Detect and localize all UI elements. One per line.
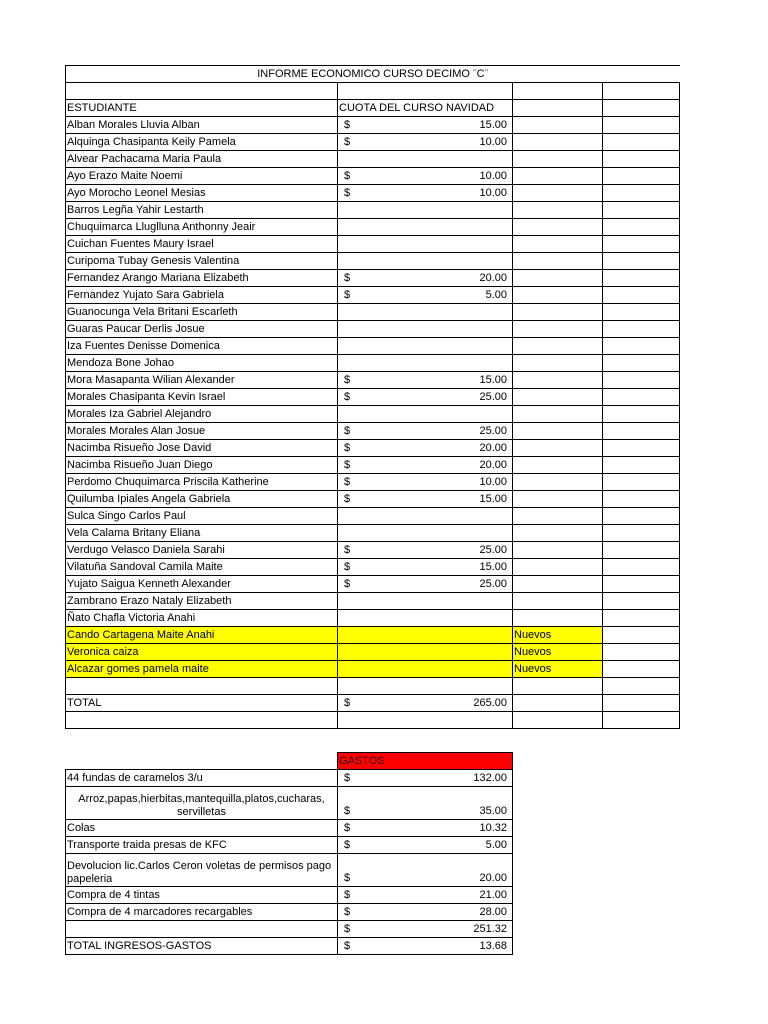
empty-cell (513, 321, 603, 338)
amount-cell (338, 185, 513, 202)
amount-cell (338, 887, 513, 904)
amount-value: 25.00 (479, 544, 507, 556)
empty-cell (603, 219, 680, 236)
currency-symbol: $ (344, 697, 351, 709)
student-row (66, 406, 680, 423)
amount-cell (338, 372, 513, 389)
amount-value: 25.00 (479, 425, 507, 437)
empty-cell (513, 117, 603, 134)
expense-row (66, 837, 513, 854)
amount-value: 132.00 (473, 772, 507, 784)
currency-symbol: $ (344, 839, 351, 851)
amount-cell (338, 770, 513, 787)
empty-cell (603, 525, 680, 542)
empty-cell (603, 576, 680, 593)
student-row (66, 610, 680, 627)
amount-cell (338, 236, 513, 253)
currency-symbol: $ (344, 170, 351, 182)
empty-cell (338, 712, 513, 729)
student-name: Morales Iza Gabriel Alejandro (66, 406, 338, 423)
student-name: Mora Masapanta Wilian Alexander (66, 372, 338, 389)
expense-description: Compra de 4 marcadores recargables (66, 904, 338, 921)
student-name: Mendoza Bone Johao (66, 355, 338, 372)
expense-row (66, 770, 513, 787)
empty-cell (603, 644, 680, 661)
student-name: Iza Fuentes Denisse Domenica (66, 338, 338, 355)
amount-cell (338, 508, 513, 525)
amount-cell (338, 457, 513, 474)
empty-cell (513, 219, 603, 236)
empty-cell (603, 304, 680, 321)
amount-cell (338, 644, 513, 661)
expense-description: Arroz,papas,hierbitas,mantequilla,platos,cucharas, servilletas (66, 787, 338, 820)
student-row (66, 525, 680, 542)
empty-cell (513, 491, 603, 508)
empty-cell (513, 168, 603, 185)
empty-cell (603, 423, 680, 440)
student-name: Guanocunga Vela Britani Escarleth (66, 304, 338, 321)
currency-symbol: $ (344, 872, 351, 884)
student-name: Fernandez Arango Mariana Elizabeth (66, 270, 338, 287)
student-row (66, 593, 680, 610)
amount-value: 10.00 (479, 170, 507, 182)
currency-symbol: $ (344, 289, 351, 301)
student-name: Barros Legña Yahir Lestarth (66, 202, 338, 219)
empty-cell (603, 457, 680, 474)
amount-cell (338, 695, 513, 712)
student-row (66, 168, 680, 185)
student-name: Alban Morales Lluvia Alban (66, 117, 338, 134)
student-name: Fernandez Yujato Sara Gabriela (66, 287, 338, 304)
expense-row (66, 887, 513, 904)
quota-column-header: CUOTA DEL CURSO NAVIDAD (338, 100, 513, 117)
amount-value: 28.00 (479, 906, 507, 918)
amount-cell (338, 304, 513, 321)
empty-cell (603, 372, 680, 389)
empty-cell (513, 372, 603, 389)
student-name: Zambrano Erazo Nataly Elizabeth (66, 593, 338, 610)
final-total-row (66, 938, 513, 955)
student-name: Ayo Morocho Leonel Mesias (66, 185, 338, 202)
student-row (66, 151, 680, 168)
empty-cell (513, 253, 603, 270)
amount-cell (338, 938, 513, 955)
empty-cell (66, 712, 338, 729)
student-row (66, 491, 680, 508)
amount-value: 5.00 (485, 289, 507, 301)
amount-cell (338, 287, 513, 304)
amount-cell (338, 168, 513, 185)
title-row (66, 66, 680, 83)
empty-cell (603, 253, 680, 270)
student-name: Guaras Paucar Derlis Josue (66, 321, 338, 338)
amount-cell (338, 820, 513, 837)
student-name: Nacimba Risueño Juan Diego (66, 457, 338, 474)
empty-cell (603, 338, 680, 355)
student-name: Ñato Chafla Victoria Anahi (66, 610, 338, 627)
empty-cell (603, 389, 680, 406)
student-row (66, 219, 680, 236)
empty-cell (513, 355, 603, 372)
empty-cell (513, 236, 603, 253)
currency-symbol: $ (344, 561, 351, 573)
blank-row (66, 83, 680, 100)
student-name: Morales Chasipanta Kevin Israel (66, 389, 338, 406)
student-name: Verdugo Velasco Daniela Sarahi (66, 542, 338, 559)
student-column-header: ESTUDIANTE (66, 100, 338, 117)
currency-symbol: $ (344, 425, 351, 437)
empty-cell (66, 678, 338, 695)
student-name: Nacimba Risueño Jose David (66, 440, 338, 457)
report-title: INFORME ECONOMICO CURSO DECIMO ¨C¨ (66, 66, 680, 83)
empty-cell (513, 151, 603, 168)
empty-cell (603, 168, 680, 185)
amount-cell (338, 321, 513, 338)
amount-value: 25.00 (479, 578, 507, 590)
amount-cell (338, 904, 513, 921)
amount-cell (338, 542, 513, 559)
student-name: Alquinga Chasipanta Keily Pamela (66, 134, 338, 151)
student-row (66, 372, 680, 389)
new-tag: Nuevos (513, 661, 603, 678)
empty-cell (513, 389, 603, 406)
amount-value: 265.00 (473, 697, 507, 709)
currency-symbol: $ (344, 374, 351, 386)
empty-cell (513, 559, 603, 576)
amount-cell (338, 253, 513, 270)
empty-cell (603, 491, 680, 508)
empty-cell (603, 151, 680, 168)
empty-cell (603, 202, 680, 219)
student-row (66, 576, 680, 593)
empty-cell (603, 185, 680, 202)
empty-cell (513, 576, 603, 593)
amount-cell (338, 202, 513, 219)
student-name: Cuichan Fuentes Maury Israel (66, 236, 338, 253)
amount-value: 35.00 (479, 805, 507, 817)
amount-cell (338, 151, 513, 168)
amount-cell (338, 610, 513, 627)
empty-cell (603, 236, 680, 253)
empty-cell (66, 921, 338, 938)
empty-cell (603, 440, 680, 457)
amount-value: 15.00 (479, 119, 507, 131)
currency-symbol: $ (344, 578, 351, 590)
empty-cell (603, 593, 680, 610)
empty-cell (338, 678, 513, 695)
currency-symbol: $ (344, 906, 351, 918)
currency-symbol: $ (344, 772, 351, 784)
amount-value: 10.00 (479, 187, 507, 199)
amount-cell (338, 576, 513, 593)
empty-cell (513, 474, 603, 491)
amount-cell (338, 593, 513, 610)
empty-cell (603, 117, 680, 134)
student-row (66, 202, 680, 219)
empty-cell (603, 321, 680, 338)
amount-value: 10.00 (479, 136, 507, 148)
student-name: Morales Morales Alan Josue (66, 423, 338, 440)
new-tag: Nuevos (513, 644, 603, 661)
currency-symbol: $ (344, 476, 351, 488)
student-name: Vilatuña Sandoval Camila Maite (66, 559, 338, 576)
amount-cell (338, 423, 513, 440)
amount-value: 13.68 (479, 940, 507, 952)
student-name: Sulca Singo Carlos Paul (66, 508, 338, 525)
new-student-row (66, 644, 680, 661)
amount-value: 21.00 (479, 889, 507, 901)
expense-description: Devolucion lic.Carlos Ceron voletas de permisos pago papeleria (66, 854, 338, 887)
currency-symbol: $ (344, 272, 351, 284)
student-name: Quilumba Ipiales Angela Gabriela (66, 491, 338, 508)
amount-cell (338, 837, 513, 854)
new-student-row (66, 661, 680, 678)
amount-value: 5.00 (485, 839, 507, 851)
amount-cell (338, 355, 513, 372)
student-name: Chuquimarca Lluglluna Anthonny Jeair (66, 219, 338, 236)
empty-cell (513, 610, 603, 627)
student-name: Ayo Erazo Maite Noemi (66, 168, 338, 185)
amount-value: 20.00 (479, 872, 507, 884)
empty-cell (603, 627, 680, 644)
amount-value: 20.00 (479, 272, 507, 284)
student-row (66, 440, 680, 457)
empty-cell (603, 406, 680, 423)
expenses-header: GASTOS (338, 753, 513, 770)
empty-cell (513, 406, 603, 423)
amount-cell (338, 661, 513, 678)
empty-cell (513, 287, 603, 304)
student-name: Alcazar gomes pamela maite (66, 661, 338, 678)
empty-cell (603, 474, 680, 491)
total-row (66, 695, 680, 712)
empty-cell (513, 542, 603, 559)
amount-value: 15.00 (479, 374, 507, 386)
empty-cell (513, 695, 603, 712)
empty-cell (513, 440, 603, 457)
empty-cell (513, 338, 603, 355)
subtotal-row (66, 921, 513, 938)
new-tag: Nuevos (513, 627, 603, 644)
amount-cell (338, 440, 513, 457)
currency-symbol: $ (344, 940, 351, 952)
expense-description: Colas (66, 820, 338, 837)
expense-row (66, 854, 513, 887)
student-name: Yujato Saigua Kenneth Alexander (66, 576, 338, 593)
currency-symbol: $ (344, 544, 351, 556)
student-row (66, 270, 680, 287)
expenses-table (65, 752, 513, 955)
student-name: Veronica caiza (66, 644, 338, 661)
empty-cell (513, 185, 603, 202)
header-row (66, 100, 680, 117)
amount-cell (338, 559, 513, 576)
empty-cell (603, 508, 680, 525)
final-total-label: TOTAL INGRESOS-GASTOS (66, 938, 338, 955)
empty-cell (513, 270, 603, 287)
expense-row (66, 820, 513, 837)
blank-row (66, 678, 680, 695)
empty-cell (513, 134, 603, 151)
amount-value: 15.00 (479, 493, 507, 505)
currency-symbol: $ (344, 822, 351, 834)
currency-symbol: $ (344, 391, 351, 403)
student-name: Curipoma Tubay Genesis Valentina (66, 253, 338, 270)
expense-description: Transporte traida presas de KFC (66, 837, 338, 854)
empty-cell (513, 457, 603, 474)
currency-symbol: $ (344, 923, 351, 935)
amount-value: 15.00 (479, 561, 507, 573)
student-row (66, 389, 680, 406)
student-row (66, 236, 680, 253)
student-row (66, 355, 680, 372)
student-row (66, 542, 680, 559)
empty-cell (513, 593, 603, 610)
student-row (66, 338, 680, 355)
expense-description: Compra de 4 tintas (66, 887, 338, 904)
empty-cell (603, 712, 680, 729)
currency-symbol: $ (344, 459, 351, 471)
currency-symbol: $ (344, 442, 351, 454)
empty-cell (513, 202, 603, 219)
amount-cell (338, 134, 513, 151)
student-row (66, 117, 680, 134)
empty-cell (603, 610, 680, 627)
student-row (66, 457, 680, 474)
empty-cell (603, 270, 680, 287)
empty-cell (513, 525, 603, 542)
empty-cell (603, 678, 680, 695)
expenses-header-row (66, 753, 513, 770)
student-name: Vela Calama Britany Eliana (66, 525, 338, 542)
total-label: TOTAL (66, 695, 338, 712)
amount-cell (338, 921, 513, 938)
amount-cell (338, 117, 513, 134)
student-row (66, 559, 680, 576)
student-row (66, 508, 680, 525)
amount-cell (338, 787, 513, 820)
amount-cell (338, 474, 513, 491)
student-name: Cando Cartagena Maite Anahi (66, 627, 338, 644)
student-row (66, 185, 680, 202)
currency-symbol: $ (344, 805, 351, 817)
currency-symbol: $ (344, 187, 351, 199)
amount-value: 25.00 (479, 391, 507, 403)
currency-symbol: $ (344, 136, 351, 148)
currency-symbol: $ (344, 889, 351, 901)
student-row (66, 134, 680, 151)
amount-cell (338, 525, 513, 542)
student-row (66, 321, 680, 338)
empty-cell (603, 542, 680, 559)
empty-cell (603, 355, 680, 372)
amount-value: 20.00 (479, 459, 507, 471)
empty-cell (603, 661, 680, 678)
amount-cell (338, 338, 513, 355)
income-report-table (65, 65, 680, 729)
amount-cell (338, 219, 513, 236)
amount-cell (338, 389, 513, 406)
amount-cell (338, 627, 513, 644)
student-row (66, 474, 680, 491)
empty-cell (513, 678, 603, 695)
amount-cell (338, 270, 513, 287)
student-name: Alvear Pachacama Maria Paula (66, 151, 338, 168)
empty-cell (513, 712, 603, 729)
student-name: Perdomo Chuquimarca Priscila Katherine (66, 474, 338, 491)
expense-description: 44 fundas de caramelos 3/u (66, 770, 338, 787)
blank-row (66, 712, 680, 729)
expense-row (66, 904, 513, 921)
amount-cell (338, 854, 513, 887)
currency-symbol: $ (344, 493, 351, 505)
empty-cell (513, 423, 603, 440)
amount-value: 20.00 (479, 442, 507, 454)
student-row (66, 423, 680, 440)
expense-row (66, 787, 513, 820)
new-student-row (66, 627, 680, 644)
empty-cell (513, 508, 603, 525)
student-row (66, 253, 680, 270)
amount-cell (338, 491, 513, 508)
currency-symbol: $ (344, 119, 351, 131)
empty-cell (603, 695, 680, 712)
empty-cell (603, 287, 680, 304)
empty-cell (603, 134, 680, 151)
empty-cell (603, 559, 680, 576)
empty-cell (513, 304, 603, 321)
amount-value: 10.00 (479, 476, 507, 488)
student-row (66, 304, 680, 321)
amount-value: 251.32 (473, 923, 507, 935)
amount-cell (338, 406, 513, 423)
amount-value: 10.32 (479, 822, 507, 834)
student-row (66, 287, 680, 304)
